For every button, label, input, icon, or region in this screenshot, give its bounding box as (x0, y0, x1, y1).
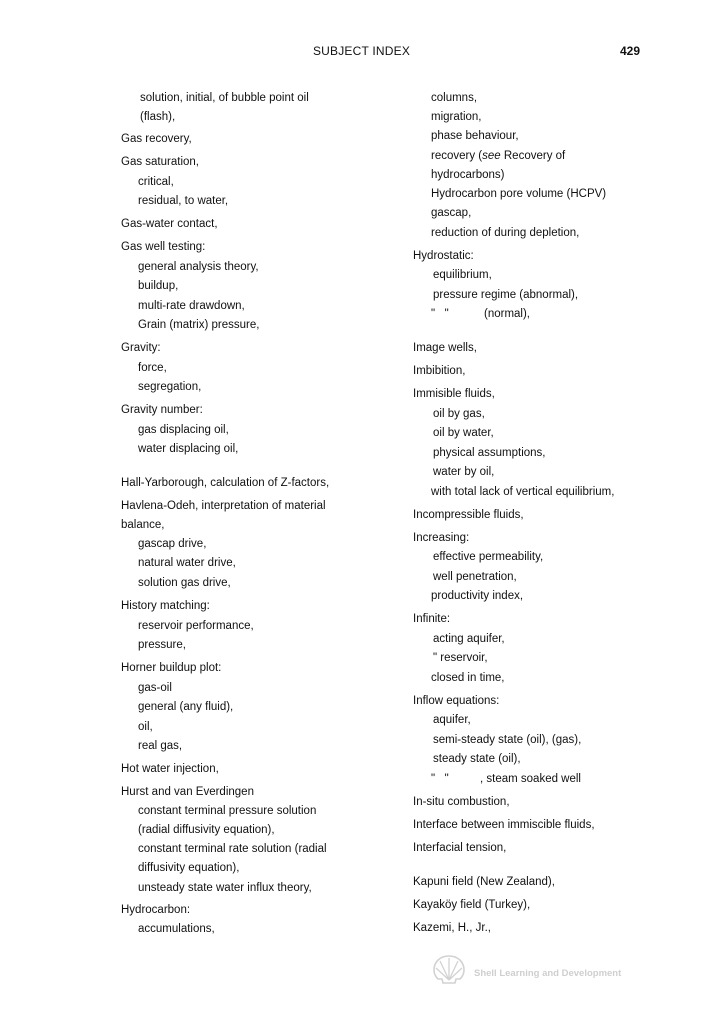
index-subentry: equilibrium, (433, 269, 492, 281)
index-entry: Imbibition, (413, 365, 466, 377)
index-subentry: productivity index, (431, 590, 524, 602)
index-entry: Kapuni field (New Zealand), (413, 876, 555, 888)
index-subentry: oil, (138, 721, 153, 733)
index-subentry: migration, (431, 111, 482, 123)
index-entry: Hydrostatic: (413, 250, 474, 262)
index-subentry: unsteady state water influx theory, (138, 882, 312, 894)
ditto-marks: " " (431, 308, 449, 320)
index-entry: Kayaköy field (Turkey), (413, 899, 531, 911)
index-subentry: acting aquifer, (433, 633, 505, 645)
index-subentry: accumulations, (138, 923, 215, 935)
index-entry: Hall-Yarborough, calculation of Z-factors, (121, 477, 330, 489)
index-subentry: natural water drive, (138, 557, 236, 569)
index-subentry: residual, to water, (138, 195, 229, 207)
index-subentry: solution gas drive, (138, 577, 231, 589)
index-subentry-see-reference (431, 149, 565, 163)
index-entry: Gravity: (121, 342, 161, 354)
index-subentry: Hydrocarbon pore volume (HCPV) (431, 188, 607, 200)
index-entry: Gas-water contact, (121, 218, 218, 230)
running-header: SUBJECT INDEX (312, 44, 411, 58)
index-entry: Havlena-Odeh, interpretation of material (121, 500, 326, 512)
index-subentry: reduction of during depletion, (431, 227, 580, 239)
index-subentry: effective permeability, (433, 551, 544, 563)
index-entry: Increasing: (413, 532, 470, 544)
entry-text: , steam soaked well (480, 773, 581, 785)
index-subentry: diffusivity equation), (138, 862, 240, 874)
index-entry-continuation: balance, (121, 519, 165, 531)
index-subentry: with total lack of vertical equilibrium, (431, 486, 615, 498)
index-entry: Hydrocarbon: (121, 904, 191, 916)
index-entry: Interface between immiscible fluids, (413, 819, 595, 831)
index-entry: Interfacial tension, (413, 842, 507, 854)
index-subentry: gas displacing oil, (138, 424, 229, 436)
index-subentry: closed in time, (431, 672, 505, 684)
index-subentry: aquifer, (433, 714, 471, 726)
see-italic: see (482, 150, 501, 162)
index-entry: Hurst and van Everdingen (121, 786, 254, 798)
page-number: 429 (619, 44, 640, 58)
index-entry: Infinite: (413, 613, 451, 625)
index-subentry: constant terminal rate solution (radial (138, 843, 327, 855)
index-subentry: multi-rate drawdown, (138, 300, 245, 312)
index-entry: Gas well testing: (121, 241, 206, 253)
index-subentry: oil by gas, (433, 408, 485, 420)
index-subentry: water by oil, (433, 466, 495, 478)
entry-text: (normal), (484, 308, 531, 320)
index-subentry: buildup, (138, 280, 179, 292)
index-subentry: constant terminal pressure solution (138, 805, 317, 817)
index-subentry: Grain (matrix) pressure, (138, 319, 260, 331)
index-subentry: general (any fluid), (138, 701, 234, 713)
index-entry: Inflow equations: (413, 695, 500, 707)
index-subentry: hydrocarbons) (431, 169, 505, 181)
index-subentry: (radial diffusivity equation), (138, 824, 275, 836)
index-entry: History matching: (121, 600, 210, 612)
index-subentry: real gas, (138, 740, 183, 752)
index-subentry: gascap drive, (138, 538, 207, 550)
ditto-marks: " " (431, 773, 449, 785)
index-subentry: force, (138, 362, 167, 374)
index-entry: Immisible fluids, (413, 388, 495, 400)
index-subentry: segregation, (138, 381, 202, 393)
index-subentry: gascap, (431, 207, 472, 219)
index-subentry: pressure regime (abnormal), (433, 289, 579, 301)
index-subentry: gas-oil (138, 682, 172, 694)
index-subentry: phase behaviour, (431, 130, 519, 142)
index-subentry: physical assumptions, (433, 447, 546, 459)
index-subentry: columns, (431, 92, 478, 104)
index-subentry: oil by water, (433, 427, 494, 439)
index-subentry: reservoir performance, (138, 620, 254, 632)
index-entry: Horner buildup plot: (121, 662, 222, 674)
index-entry: Gas saturation, (121, 156, 199, 168)
index-subentry: well penetration, (433, 571, 517, 583)
index-subentry: pressure, (138, 639, 186, 651)
index-subentry: water displacing oil, (138, 443, 239, 455)
index-subentry: " reservoir, (433, 652, 488, 664)
index-entry: In-situ combustion, (413, 796, 510, 808)
entry-text: recovery ( (431, 150, 483, 162)
index-entry: Image wells, (413, 342, 477, 354)
index-subentry: (flash), (140, 111, 176, 123)
index-entry: Gas recovery, (121, 133, 192, 145)
footer-publisher-text: Shell Learning and Development (474, 968, 622, 979)
index-entry: Kazemi, H., Jr., (413, 922, 491, 934)
entry-text: Recovery of (500, 150, 566, 162)
index-subentry: semi-steady state (oil), (gas), (433, 734, 582, 746)
shell-logo-icon (431, 952, 467, 988)
index-subentry: critical, (138, 176, 174, 188)
index-entry: Hot water injection, (121, 763, 219, 775)
index-subentry (431, 772, 581, 786)
index-entry: Gravity number: (121, 404, 203, 416)
index-subentry (431, 307, 531, 321)
index-entry: Incompressible fluids, (413, 509, 524, 521)
index-subentry: general analysis theory, (138, 261, 259, 273)
index-subentry: solution, initial, of bubble point oil (140, 92, 309, 104)
index-subentry: steady state (oil), (433, 753, 521, 765)
